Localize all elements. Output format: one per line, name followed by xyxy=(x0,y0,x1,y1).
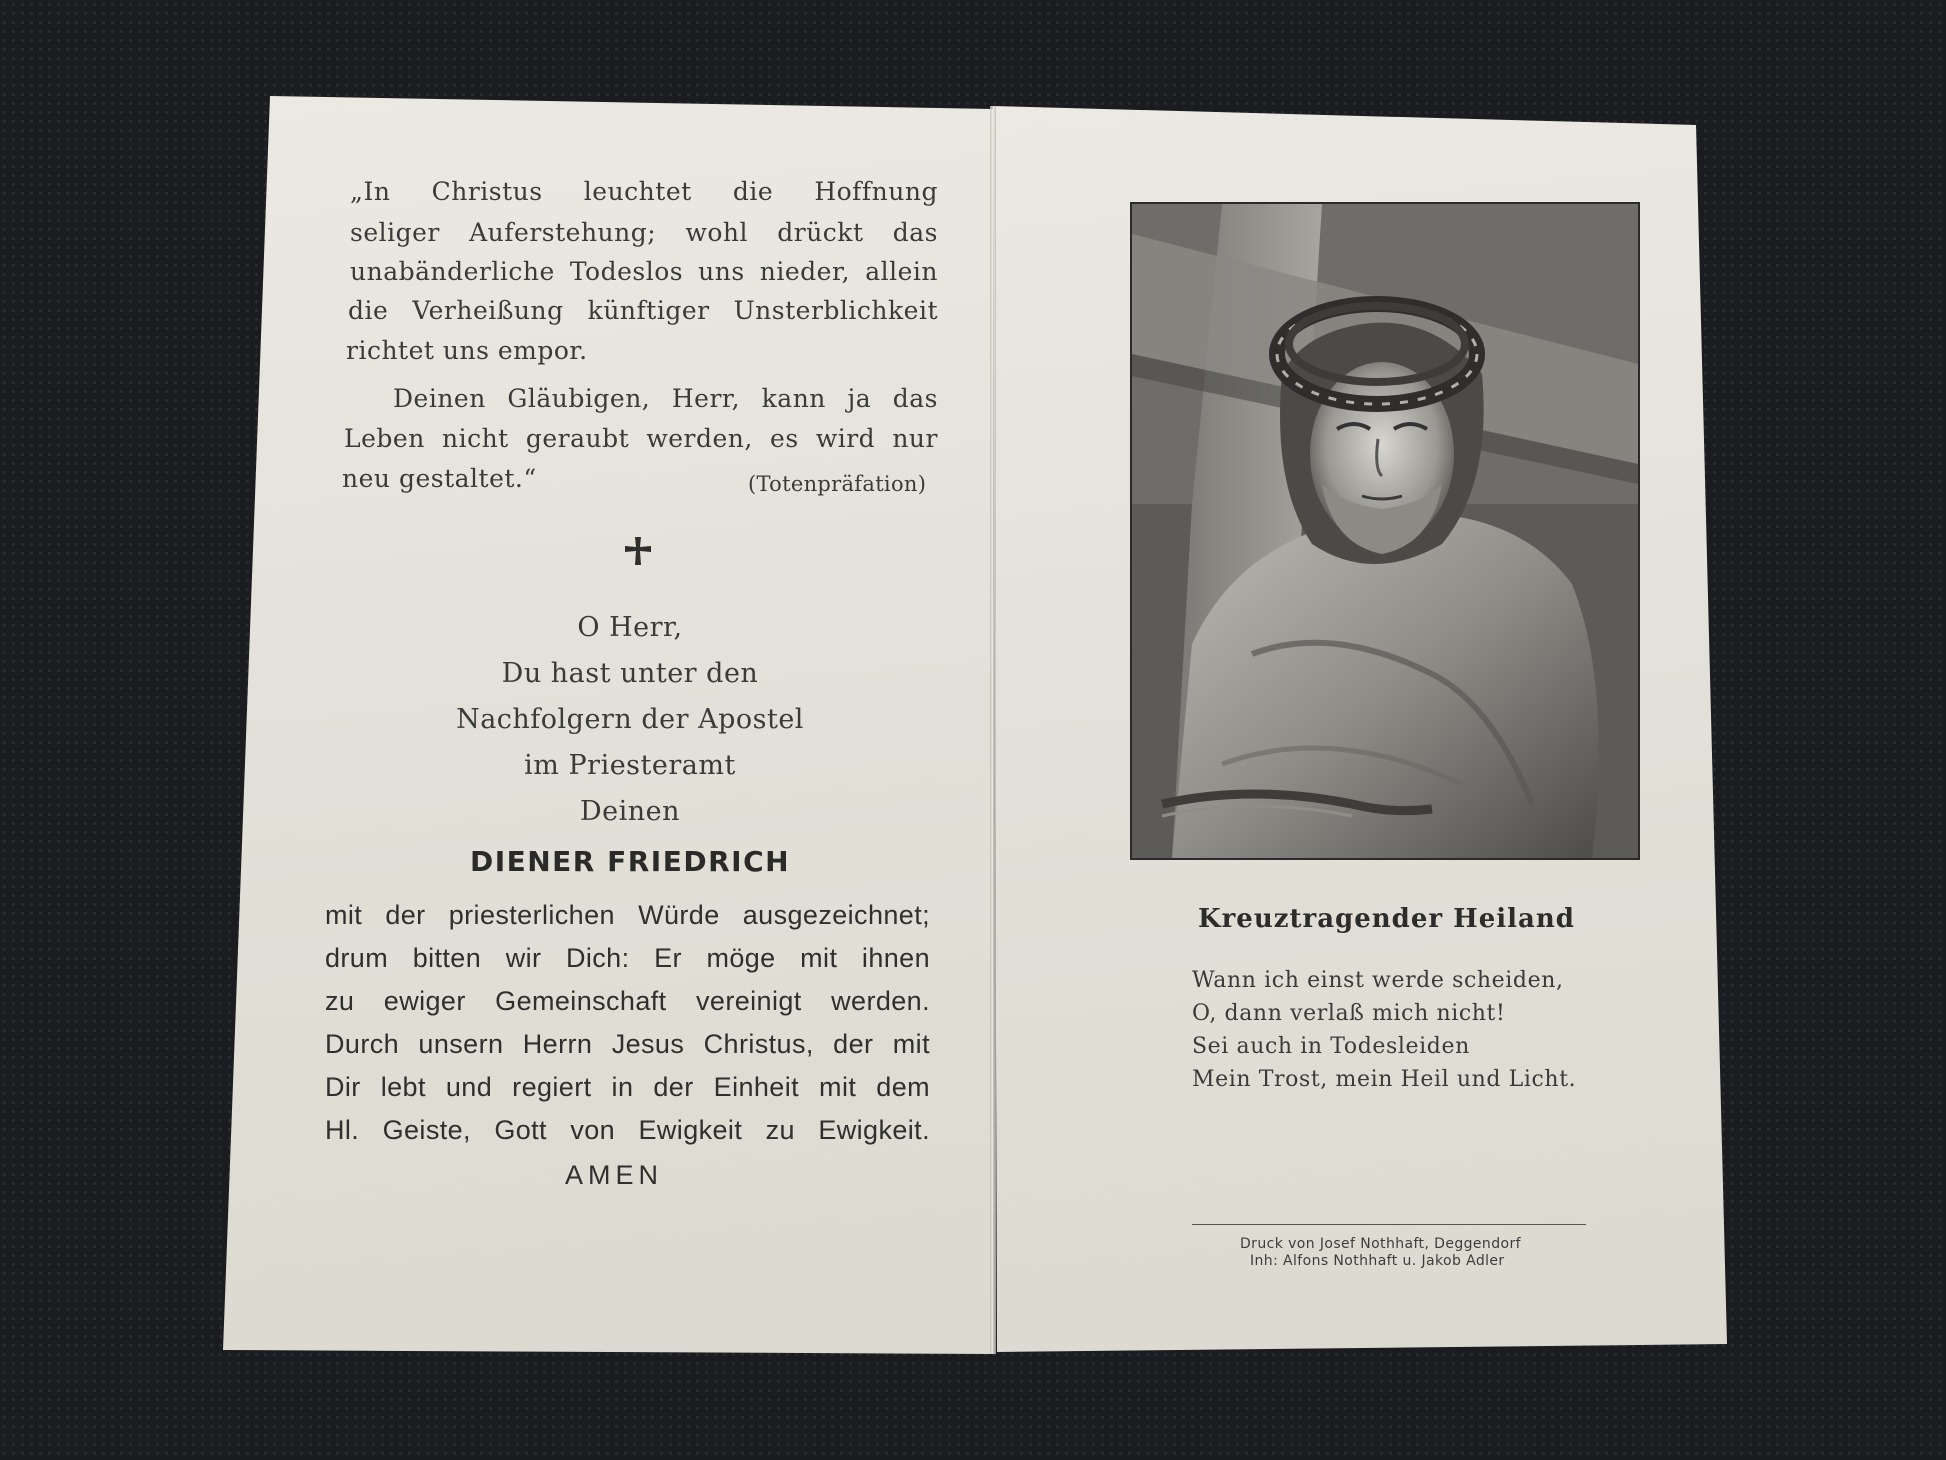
deceased-name: DIENER FRIEDRICH xyxy=(469,845,791,878)
christ-carrying-cross-photo xyxy=(1130,202,1640,860)
printer-divider xyxy=(1192,1224,1586,1225)
verse-line: Sei auch in Todesleiden xyxy=(1192,1034,1470,1059)
prayer-intro-line: Deinen xyxy=(579,796,681,827)
quote-line: „In Christus leuchtet die Hoffnung xyxy=(350,177,938,206)
quote-line: die Verheißung künftiger Unsterblichkeit xyxy=(348,296,938,325)
quote-line: neu gestaltet.“ xyxy=(342,464,537,493)
prayer-body-line: Durch unsern Herrn Jesus Christus, der mit xyxy=(325,1029,930,1059)
quote-line: seliger Auferstehung; wohl drückt das xyxy=(350,218,938,247)
quote-source: (Totenpräfation) xyxy=(748,472,927,496)
quote-line: Deinen Gläubigen, Herr, kann ja das xyxy=(393,384,938,413)
printer-line: Inh: Alfons Nothhaft u. Jakob Adler xyxy=(1250,1253,1505,1269)
prayer-body-line: drum bitten wir Dich: Er möge mit ihnen xyxy=(325,943,930,973)
verse-line: Wann ich einst werde scheiden, xyxy=(1192,968,1564,993)
prayer-body-line: Dir lebt und regiert in der Einheit mit dem xyxy=(325,1072,930,1102)
verse-line: Mein Trost, mein Heil und Licht. xyxy=(1192,1067,1577,1092)
card-fold xyxy=(990,106,996,1354)
prayer-intro-line: O Herr, xyxy=(577,612,683,643)
quote-line: richtet uns empor. xyxy=(346,336,588,365)
prayer-body-line: zu ewiger Gemeinschaft vereinigt werden. xyxy=(325,986,930,1016)
amen-text: AMEN xyxy=(565,1160,664,1190)
prayer-body-line: Hl. Geiste, Gott von Ewigkeit zu Ewigkeit. xyxy=(325,1115,930,1145)
prayer-body-line: mit der priesterlichen Würde ausgezeichnet; xyxy=(325,900,930,930)
prayer-intro-line: im Priesteramt xyxy=(524,750,736,781)
photo-caption: Kreuztragender Heiland xyxy=(1198,904,1575,934)
printer-line: Druck von Josef Nothhaft, Deggendorf xyxy=(1240,1236,1521,1252)
prayer-intro-line: Nachfolgern der Apostel xyxy=(456,704,804,735)
prayer-intro-line: Du hast unter den xyxy=(501,658,759,689)
verse-line: O, dann verlaß mich nicht! xyxy=(1192,1001,1506,1026)
quote-line: Leben nicht geraubt werden, es wird nur xyxy=(344,424,938,453)
cross-pattee-icon xyxy=(623,535,653,567)
quote-line: unabänderliche Todeslos uns nieder, allein xyxy=(350,257,938,286)
